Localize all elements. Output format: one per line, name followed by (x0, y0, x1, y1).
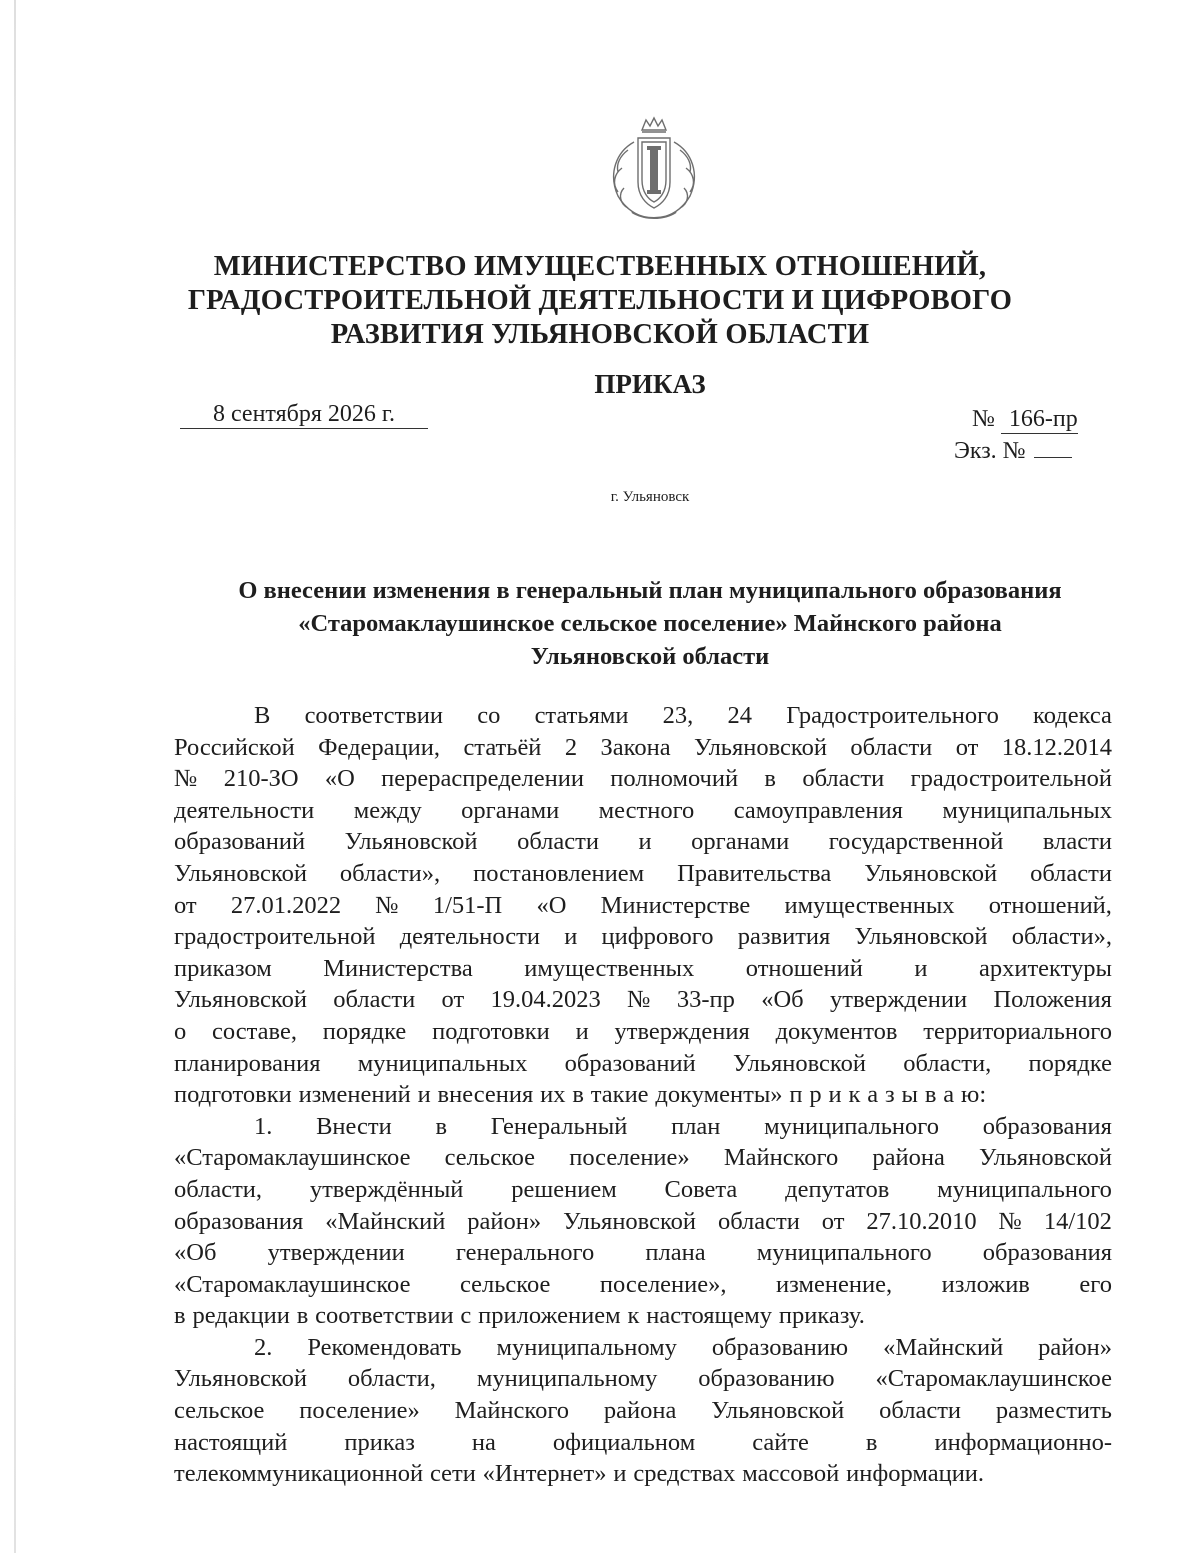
copy-blank-field (1034, 437, 1072, 458)
ministry-name-line: РАЗВИТИЯ УЛЬЯНОВСКОЙ ОБЛАСТИ (330, 319, 870, 350)
body-line: о составе, порядке подготовки и утверждения документов территориального (174, 1017, 1112, 1045)
body-line: Ульяновской области», постановлением Правительства Ульяновской области (174, 859, 1112, 887)
ministry-name (180, 250, 1020, 352)
body-line: «Об утверждении генерального плана муниципального образования (174, 1239, 1112, 1267)
body-line: «Старомаклаушинское сельское поселение», изменение, изложив его (174, 1270, 1112, 1298)
body-line: сельское поселение» Майнского района Ульяновской области разместить (174, 1397, 1112, 1425)
subject-line: «Старомаклаушинское сельское поселение» Майнского района (298, 610, 1002, 637)
body-line: Ульяновской области от 19.04.2023 № 33-пр «Об утверждении Положения (174, 986, 1112, 1014)
document-number (972, 405, 1078, 434)
body-line: градостроительной деятельности и цифрового развития Ульяновской области», (174, 923, 1112, 951)
coat-of-arms-icon (598, 116, 710, 224)
number-value: 166-пр (1001, 405, 1078, 434)
subject-line: О внесении изменения в генеральный план муниципального образования (238, 577, 1062, 604)
body-line: В соответствии со статьями 23, 24 Градостроительного кодекса (254, 702, 1112, 729)
body-line: от 27.01.2022 № 1/51-П «О Министерстве имущественных отношений, (174, 891, 1112, 919)
ministry-name-line: ГРАДОСТРОИТЕЛЬНОЙ ДЕЯТЕЛЬНОСТИ И ЦИФРОВОГО (187, 285, 1013, 316)
body-line: образований Ульяновской области и органами государственной власти (174, 828, 1112, 856)
body-line: области, утверждённый решением Совета депутатов муниципального (174, 1175, 1112, 1203)
body-line: телекоммуникационной сети «Интернет» и средствах массовой информации. (174, 1460, 985, 1488)
body-line: Российской Федерации, статьёй 2 Закона Ульяновской области от 18.12.2014 (174, 733, 1112, 761)
body-line: образования «Майнский район» Ульяновской области от 27.10.2010 № 14/102 (174, 1207, 1112, 1235)
document-body (174, 700, 1112, 1490)
body-line: 1. Внести в Генеральный план муниципального образования (254, 1112, 1112, 1140)
body-line: планирования муниципальных образований Ульяновской области, порядке (174, 1049, 1112, 1077)
document-subject (150, 574, 1150, 673)
document-city: г. Ульяновск (610, 489, 690, 505)
document-date: 8 сентября 2026 г. (180, 400, 428, 429)
body-line: «Старомаклаушинское сельское поселение» Майнского района Ульяновской (174, 1144, 1112, 1172)
body-line: Ульяновской области, муниципальному образованию «Старомаклаушинское (174, 1365, 1112, 1393)
document-type: ПРИКАЗ (594, 369, 706, 399)
copy-label: Экз. № (954, 438, 1026, 464)
body-line: № 210-ЗО «О перераспределении полномочий в области градостроительной (174, 765, 1112, 793)
body-line: деятельности между органами местного самоуправления муниципальных (174, 796, 1112, 824)
body-line: приказом Министерства имущественных отношений и архитектуры (174, 954, 1112, 982)
body-line: подготовки изменений и внесения их в такие документы» п р и к а з ы в а ю: (174, 1081, 987, 1109)
copy-number (954, 437, 1072, 465)
body-line: в редакции в соответствии с приложением к настоящему приказу. (174, 1302, 865, 1330)
scan-edge-line (14, 0, 16, 1553)
body-line: 2. Рекомендовать муниципальному образованию «Майнский район» (254, 1333, 1112, 1361)
subject-line: Ульяновской области (530, 643, 770, 670)
body-line: настоящий приказ на официальном сайте в информационно- (174, 1428, 1112, 1456)
number-label: № (972, 406, 995, 432)
ministry-name-line: МИНИСТЕРСТВО ИМУЩЕСТВЕННЫХ ОТНОШЕНИЙ, (213, 251, 987, 282)
